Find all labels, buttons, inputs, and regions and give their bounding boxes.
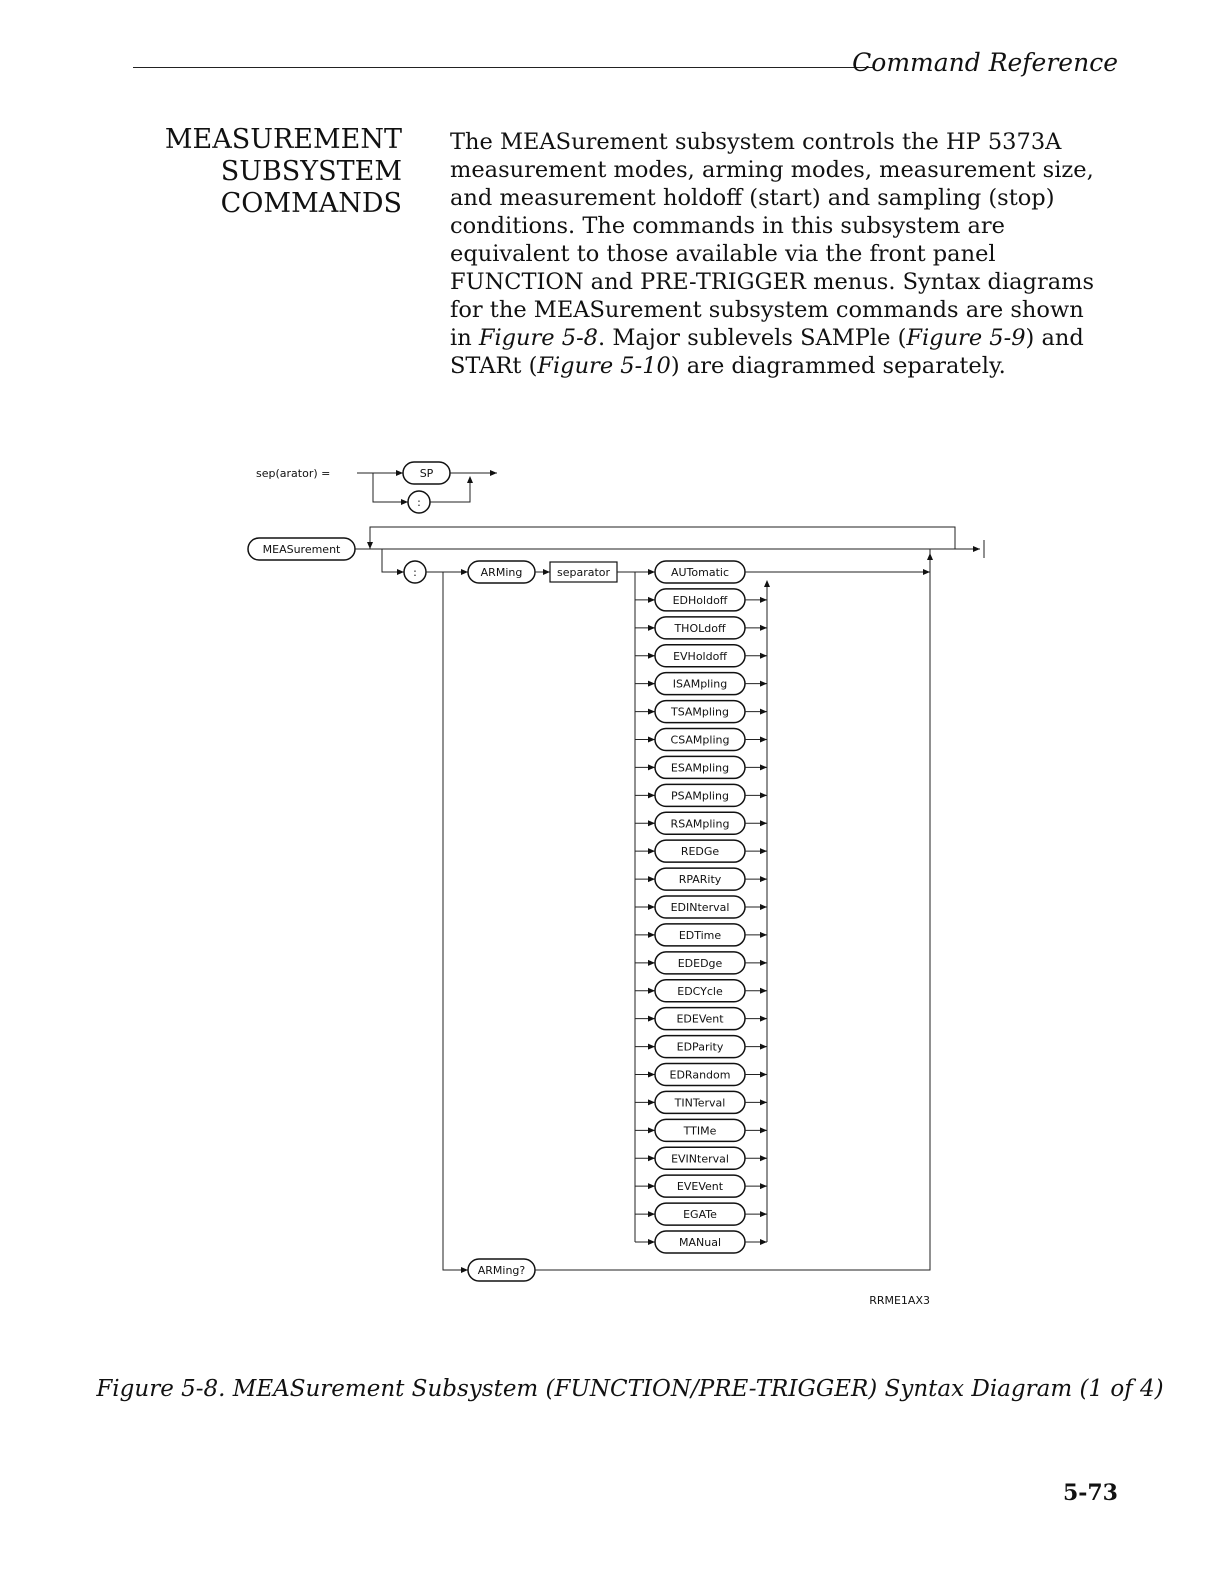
figure-ref: Figure 5-9 [906,325,1026,351]
text: ) are diagrammed separately. [670,353,1006,379]
arrow-icon [760,597,767,603]
arrow-icon [648,960,655,966]
arrow-icon [401,499,408,505]
colon-terminal-label: : [417,496,421,509]
arrow-icon [973,546,980,552]
arrow-icon [760,1211,767,1217]
arming-node-label: ARMing [480,566,523,579]
arrow-icon [648,876,655,882]
arrow-icon [760,1155,767,1161]
arrow-icon [760,764,767,770]
option-edcycle-label: EDCYcle [677,984,723,998]
arrow-icon [760,960,767,966]
option-edrandom-label: EDRandom [669,1068,731,1082]
text: ) and STARt ( [450,325,1084,379]
arrow-icon [648,1211,655,1217]
option-manual-label: MANual [678,1236,722,1249]
running-header: Command Reference [852,48,1118,77]
separator-node-label: separator [556,566,611,579]
arrow-icon [927,553,933,560]
arrow-icon [760,1072,767,1078]
arrow-icon [396,470,403,476]
arrow-icon [760,932,767,938]
option-ttime-label: TTIMe [683,1124,717,1138]
arrow-icon [648,1239,655,1245]
option-ededge-label: EDEDge [677,956,723,970]
arrow-icon [764,580,770,587]
arrow-icon [648,792,655,798]
arrow-icon [648,820,655,826]
option-evinterval-label: EVINterval [671,1152,729,1166]
arrow-icon [760,848,767,854]
arrow-icon [760,681,767,687]
measurement-root-node-label: MEASurement [262,543,341,556]
arrow-icon [461,569,468,575]
arrow-icon [648,653,655,659]
arrow-icon [760,709,767,715]
arrow-icon [760,1239,767,1245]
arrow-icon [760,904,767,910]
sp-terminal-label: SP [419,467,434,480]
option-isampling-label: ISAMpling [672,677,728,691]
arrow-icon [760,1183,767,1189]
arrow-icon [648,1155,655,1161]
option-edholdoff-label: EDHoldoff [672,593,728,607]
connector-line [382,549,404,572]
connector-line [373,473,408,502]
arrow-icon [367,542,373,549]
section-title-line: MEASUREMENT [164,124,402,155]
text: . Major sublevels SAMPle ( [598,325,907,351]
arrow-icon [760,792,767,798]
option-rparity-label: RPARity [678,873,722,887]
option-csampling-label: CSAMpling [670,733,730,747]
arrow-icon [760,820,767,826]
text: The MEASurement subsystem controls the HP 5373A measurement modes, arming modes, measurement size, and measurement holdoff (start) and sampling (stop) conditions. The commands in this subsystem are equivalent to those available via the front panel FUNCTION and PRE-TRIGGER menus. Syntax diagrams for the MEASurement subsystem commands are shown in [450,129,1095,351]
arrow-icon [648,597,655,603]
arrow-icon [760,1044,767,1050]
arrow-icon [760,876,767,882]
option-evholdoff-label: EVHoldoff [673,649,727,663]
option-esampling-label: ESAMpling [670,761,730,775]
arrow-icon [397,569,404,575]
arrow-icon [760,737,767,743]
arrow-icon [648,932,655,938]
option-egate-label: EGATe [683,1208,717,1222]
arrow-icon [648,904,655,910]
figure-caption: Figure 5-8. MEASurement Subsystem (FUNCTION/PRE-TRIGGER) Syntax Diagram (1 of 4) [96,1376,1164,1402]
arrow-icon [648,1099,655,1105]
arrow-icon [648,1072,655,1078]
arrow-icon [648,681,655,687]
figure-ref: Figure 5-10 [537,353,671,379]
arrow-icon [648,569,655,575]
arrow-icon [648,1044,655,1050]
arrow-icon [648,625,655,631]
option-automatic-label: AUTomatic [670,566,730,579]
option-rsampling-label: RSAMpling [670,817,730,831]
arrow-icon [648,709,655,715]
colon-node-label: : [413,566,417,579]
option-tsampling-label: TSAMpling [671,705,729,719]
connector-line [617,572,635,1242]
arrow-icon [648,1016,655,1022]
option-edparity-label: EDParity [676,1040,724,1054]
arrow-icon [648,764,655,770]
arrow-icon [543,569,550,575]
arrow-icon [648,1127,655,1133]
arrow-icon [923,569,930,575]
arrow-icon [760,625,767,631]
connector-line [370,527,955,549]
arrow-icon [648,848,655,854]
arrow-icon [760,653,767,659]
figure-code: RRME1AX3 [869,1294,930,1307]
option-edevent-label: EDEVent [676,1012,724,1026]
arrow-icon [490,470,497,476]
section-title-line: COMMANDS [220,188,402,219]
figure-ref: Figure 5-8 [478,325,599,351]
connector-line [443,572,468,1270]
arrow-icon [760,988,767,994]
option-redge-label: REDGe [680,845,720,859]
arrow-icon [461,1267,468,1273]
option-evevent-label: EVEVent [676,1180,724,1194]
arrow-icon [648,737,655,743]
arrow-icon [648,1183,655,1189]
arrow-icon [760,1099,767,1105]
arrow-icon [760,1127,767,1133]
option-tholdoff-label: THOLdoff [674,621,726,635]
option-psampling-label: PSAMpling [671,789,729,803]
option-tinterval-label: TINTerval [674,1096,726,1110]
arrow-icon [760,1016,767,1022]
page-number: 5-73 [1062,1480,1118,1506]
arrow-icon [467,476,473,483]
arrow-icon [648,988,655,994]
separator-definition-label: sep(arator) = [256,467,331,480]
option-edinterval-label: EDINterval [670,901,730,914]
arming-query-node-label: ARMing? [477,1264,526,1277]
section-title-line: SUBSYSTEM [220,156,402,187]
option-edtime-label: EDTime [678,928,722,942]
